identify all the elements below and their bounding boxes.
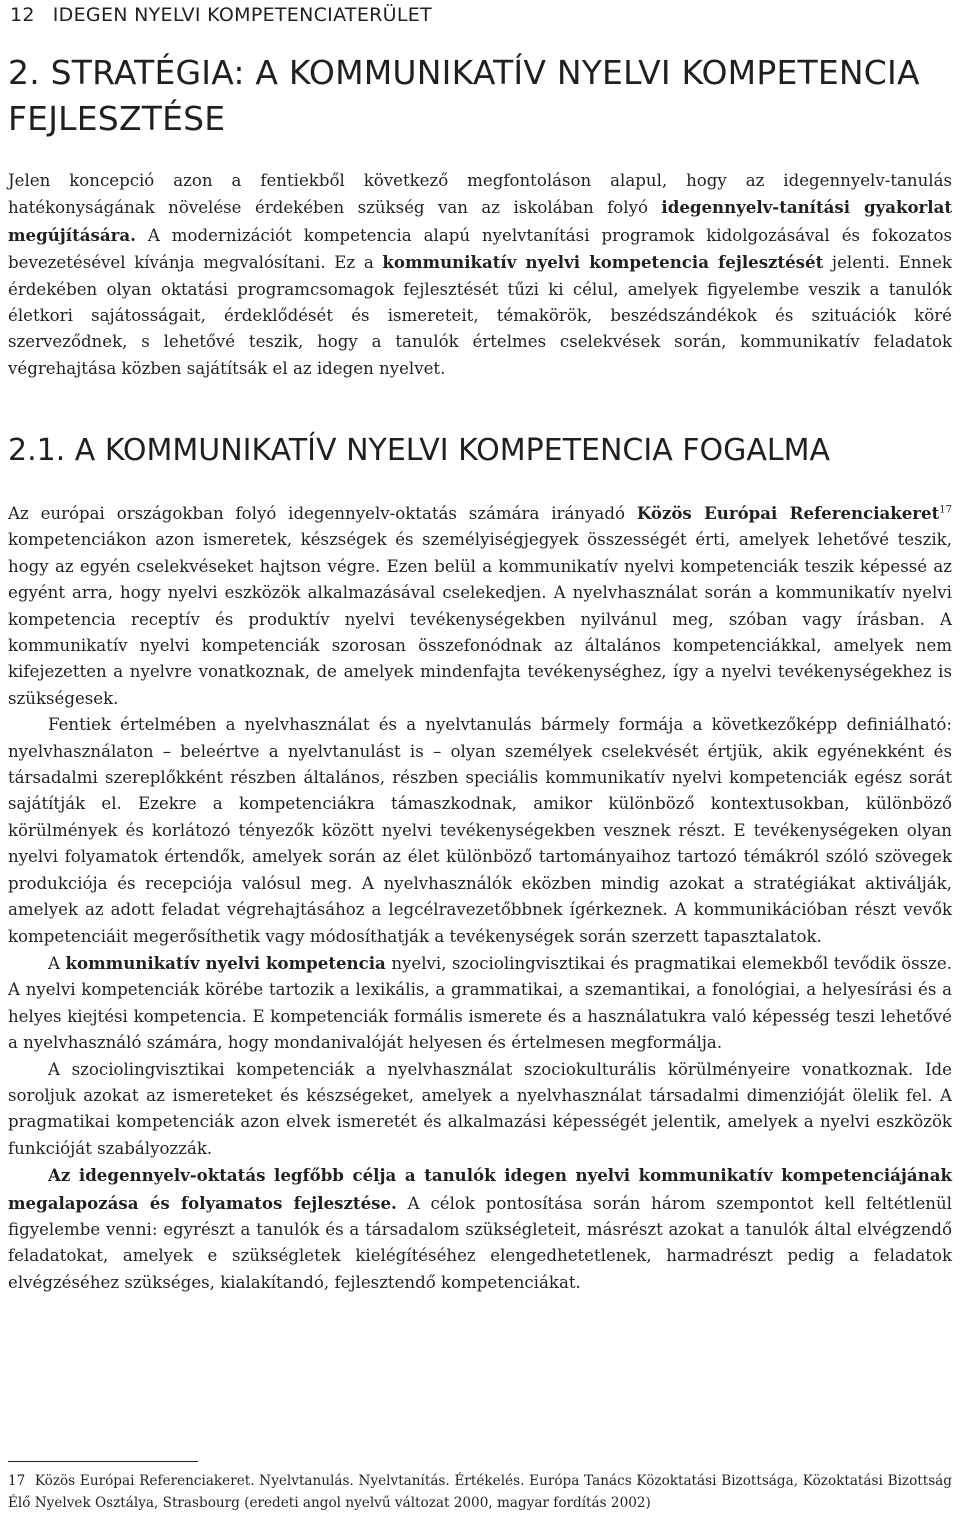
- intro-bold-2: kommunikatív nyelvi kompetencia fejlesztését: [382, 252, 824, 273]
- section-title: 2.1. A KOMMUNIKATÍV NYELVI KOMPETENCIA FOGALMA: [8, 433, 831, 468]
- chapter-title: 2. STRATÉGIA: A KOMMUNIKATÍV NYELVI KOMPETENCIA FEJLESZTÉSE: [8, 53, 920, 138]
- body-paragraph-3: [8, 950, 952, 1057]
- p1-text-2: kompetenciákon azon ismeretek, készségek és személyiségjegyek összességét érti, amelyek lehetővé teszik, hogy az egyén cselekvéseket hajtson végre. Ezen belül a kommunikatív nyelvi kompetenciák teszik képessé az egyént arra, hogy nyelvi eszközök alkalmazásával cselekedjen. A nyelvhasználat során a kommunikatív nyelvi kompetencia receptív és produktív nyelvi tevékenységekben nyilvánul meg, szóban vagy írásban. A kommunikatív nyelvi kompetenciák szorosan összefonódnak az általános kompetenciákkal, amelyek nem kifejezetten a nyelvre vonatkoznak, de amelyek mindenfajta tevékenységhez, így a nyelvi tevékenységekhez is szükségesek.: [8, 530, 952, 708]
- intro-text-2: A modernizációt kompetencia alapú nyelvtanítási programok kidolgozásával és fokozatos bevezetésével kívánja megvalósítani. Ez a: [8, 225, 952, 273]
- body-paragraph-5: [8, 1162, 952, 1296]
- footnote-text: Közös Európai Referenciakeret. Nyelvtanulás. Nyelvtanítás. Értékelés. Európa Tanács Közoktatási Bizottsága, Közoktatási Bizottság Élő Nyelvek Osztálya, Strasbourg (eredeti angol nyelvű változat 2000, magyar fordítás 2002): [8, 1473, 952, 1511]
- footnote-reference: 17: [939, 504, 953, 516]
- section-body: [8, 500, 952, 1296]
- p1-text-1: Az európai országokban folyó idegennyelv-oktatás számára irányadó: [8, 504, 637, 523]
- intro-paragraph: [8, 168, 952, 382]
- intro-bold-1: idegennyelv-tanítási gyakorlat megújítására.: [8, 197, 953, 245]
- footnote-divider: [8, 1461, 198, 1462]
- body-paragraph-2: Fentiek értelmében a nyelvhasználat és a nyelvtanulás bármely formája a következőképp definiálható: nyelvhasználaton – beleértve a nyelvtanulást is – olyan személyek cselekvését értjük, akik egyénekként és társadalmi szereplőkként részben általános, részben speciális kommunikatív nyelvi kompetenciák egész sorát sajátítják el. Ezekre a kompetenciákra támaszkodnak, amikor különböző kontextusokban, különböző körülmények és korlátozó tényezők között nyelvi tevékenységekben vesznek részt. E tevékenységeken olyan nyelvi folyamatok értendők, amelyek során az élet különböző tartományaihoz tartozó témákról szóló szövegek produkciója és recepciója valósul meg. A nyelvhasználók eközben mindig azokat a stratégiákat aktiválják, amelyek az adott feladat végrehajtásához a legcélravezetőbbnek ígérkeznek. A kommunikációban részt vevők kompetenciáit megerősíthetik vagy módosíthatják a tevékenységek során szerzett tapasztalatok.: [8, 715, 952, 946]
- running-header: [10, 4, 432, 26]
- footnote: [8, 1470, 952, 1514]
- body-paragraph-1: [8, 500, 952, 712]
- page-number: 12: [10, 4, 35, 26]
- footnote-number: 17: [8, 1473, 26, 1489]
- body-paragraph-4: A szociolingvisztikai kompetenciák a nyelvhasználat szociokulturális körülményeire vonatkoznak. Ide soroljuk azokat az ismereteket és készségeket, amelyek a nyelvhasználat társadalmi dimenzióját ölelik fel. A pragmatikai kompetenciák azon elvek ismeretét és alkalmazási képességét jelentik, amelyek a nyelvi eszközök funkcióját szabályozzák.: [8, 1059, 952, 1158]
- running-title: IDEGEN NYELVI KOMPETENCIATERÜLET: [52, 4, 432, 26]
- p5-text-1: A célok pontosítása során három szempontot kell feltétlenül figyelembe venni: egyrészt a tanulók és a társadalom szükségleteit, másrészt azokat a tanulók által elvégzendő feladatokat, amelyek e szükségletek kielégítéséhez elengedhetetlenek, harmadrészt pedig a feladatok elvégzéséhez szükséges, kialakítandó, fejlesztendő kompetenciákat.: [8, 1193, 952, 1292]
- intro-text-1: Jelen koncepció azon a fentiekből következő megfontoláson alapul, hogy az idegennyelv-tanulás hatékonyságának növelése érdekében szükség van az iskolában folyó: [8, 171, 952, 218]
- p3-bold-1: kommunikatív nyelvi kompetencia: [65, 952, 386, 973]
- p3-text-2: nyelvi, szociolingvisztikai és pragmatikai elemekből tevődik össze. A nyelvi kompetenciák körébe tartozik a lexikális, a grammatikai, a szemantikai, a fonológiai, a helyesírási és a helyes kiejtési kompetencia. E kompetenciák formális ismerete és a használatukra való képesség teszi lehetővé a nyelvhasználó számára, hogy mondanivalóját helyesen és értelmesen megformálja.: [8, 953, 952, 1053]
- p5-bold-1: Az idegennyelv-oktatás legfőbb célja a tanulók idegen nyelvi kommunikatív kompetenciájának megalapozása és folyamatos fejlesztése.: [8, 1165, 952, 1213]
- intro-text-3: jelenti. Ennek érdekében olyan oktatási programcsomagok fejlesztését tűzi ki célul, amelyek figyelembe veszik a tanulók életkori sajátosságait, érdeklődését és ismereteit, témakörök, beszédszándékok és szituációk köré szerveződnek, s lehetővé teszik, hogy a tanulók értelmes cselekvések során, kommunikatív feladatok végrehajtása közben sajátítsák el az idegen nyelvet.: [8, 253, 952, 378]
- p1-bold-1: Közös Európai Referenciakeret: [636, 503, 940, 523]
- p3-text-1: A: [48, 953, 66, 973]
